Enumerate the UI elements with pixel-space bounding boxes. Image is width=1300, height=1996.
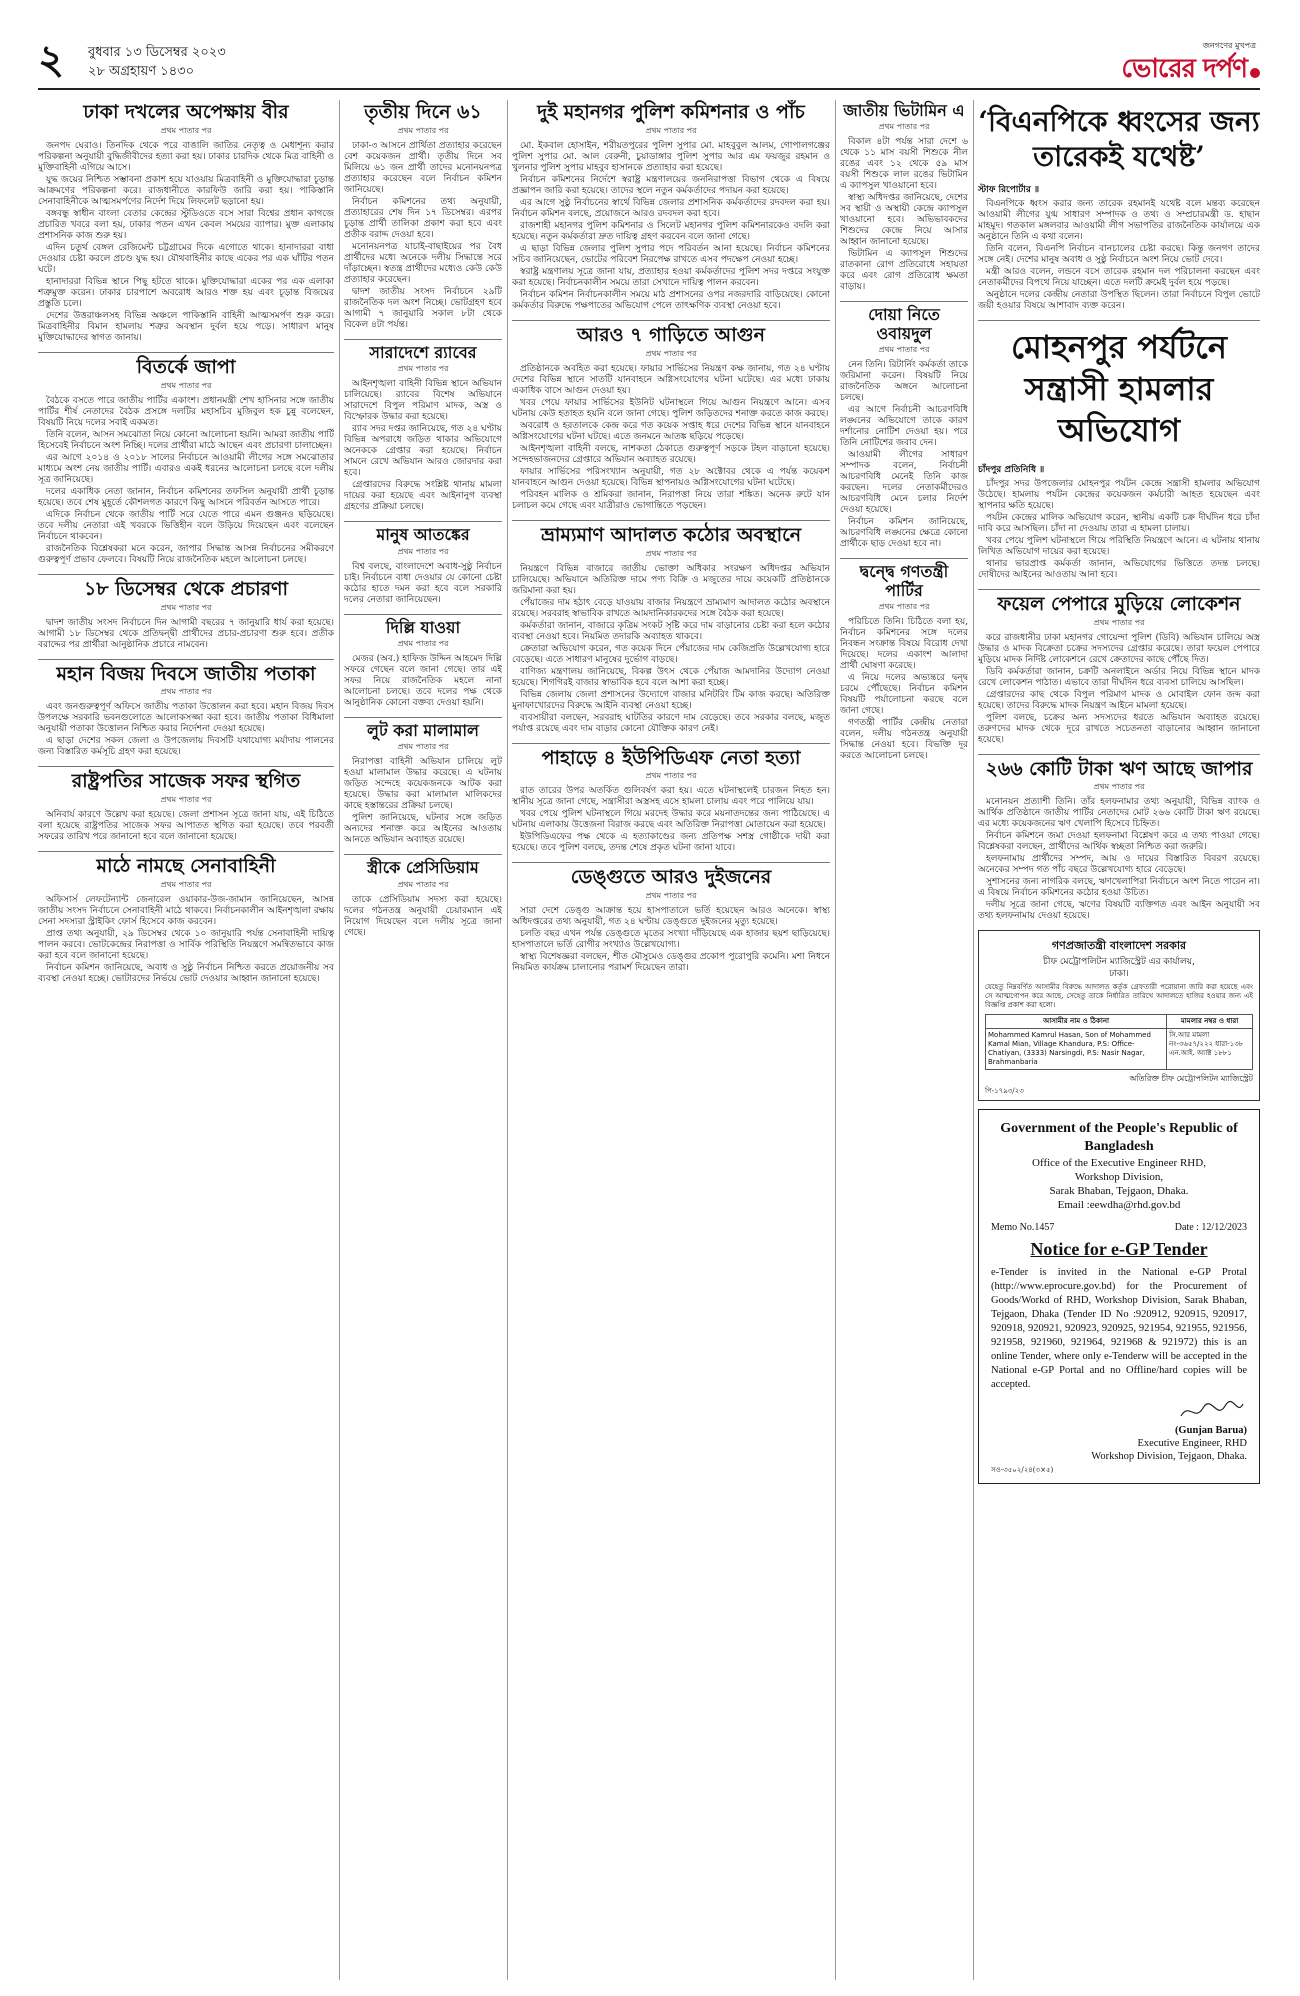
continuation-label: প্রথম পাতার পর	[397, 546, 449, 556]
article-body	[978, 797, 1260, 922]
article-headline: ডেঙ্গুতে আরও দুইজনের	[570, 866, 772, 889]
continuation-label: প্রথম পাতার পর	[645, 548, 697, 558]
divider	[38, 766, 334, 767]
divider	[978, 754, 1260, 755]
paragraph: জনপদ ঘেরাও। তিনদিক থেকে পরে বাঙালি জাতির নেতৃত্ব ও মেধাশূন্য করার পরিকল্পনা অনুযায়ী বুদ্ধিজীবীদের হত্যা করা হয়। ঢাকার চারদিক থেকে মিত্র বাহিনী ও মুক্তিবাহিনী এগিয়ে আসে।	[38, 140, 334, 173]
table-cell: সি.আর মামলা নং-৩৬৫৭/২২২ ধারা-১৩৮ এন.আই. অ্যাক্ট ১৮৮১	[1167, 1029, 1253, 1070]
paragraph: এ ছাড়া দেশের সকল জেলা ও উপজেলায় দিবসটি যথাযোগ্য মর্যাদায় পালনের জন্য বিস্তারিত কর্মসূচি গ্রহণ করা হয়েছে।	[38, 736, 334, 758]
paragraph: বৈঠকে বসতে পারে জাতীয় পার্টির একাংশ। প্রধানমন্ত্রী শেখ হাসিনার সঙ্গে জাতীয় পার্টির শীর্ষ নেতাদের বৈঠক প্রসঙ্গে দলটির মহাসচিব মুজিবুল হক চুন্নু বলেছেন, বিষয়টি নিয়ে দলের সবাই একমত।	[38, 395, 334, 428]
article-bnp-tarique	[978, 104, 1260, 312]
paragraph: নিরাপত্তা বাহিনী অভিযান চালিয়ে লুট হওয়া মালামাল উদ্ধার করেছে। এ ঘটনায় জড়িত সন্দেহে কয়েকজনকে আটক করা হয়েছে। উদ্ধার করা মালামাল মালিকদের কাছে হস্তান্তরের প্রক্রিয়া চলছে।	[344, 757, 502, 812]
paragraph: খবর পেয়ে পুলিশ ঘটনাস্থলে গিয়ে পরিস্থিতি নিয়ন্ত্রণে আনে। এ ঘটনায় থানায় লিখিত অভিযোগ দায়ের করা হয়েছে।	[978, 535, 1260, 557]
article-byline: চাঁদপুর প্রতিনিধি ॥	[978, 464, 1045, 475]
tender-body: e-Tender is invited in the National e-GP Protal (http://www.eprocure.gov.bd) for the Procurement of Goods/Workd of RHD, Workshop Division, Sarak Bhaban, Tejgaon, Dhaka (Tender ID No :920912, 920915, 920917, 920918, 920921, 920923, 920925, 921954, 921955, 921956, 921958, 921960, 921964, 921968 & 921972) this is an online Tender, where only e-Tenderw will be accepted in the National e-GP Portal and no Offline/hard copies will be accepted.	[991, 1267, 1247, 1391]
continuation-label: প্রথম পাতার পর	[645, 771, 697, 781]
table-cell: Mohammed Kamrul Hasan, Son of Mohammed Kamal Mian, Village Khandura, P.S: Office-Chatiyan, (3333) Narsingdi, P.S: Nasir Nagar, Brahmanbaria	[986, 1029, 1167, 1070]
article-headline: বিতর্কে জাপা	[136, 355, 236, 378]
continuation-label: প্রথম পাতার পর	[645, 891, 697, 901]
paragraph: বিভিন্ন জেলায় জেলা প্রশাসনের উদ্যোগে বাজার মনিটরিং টিম কাজ করছে। অতিরিক্ত মুনাফাখোরদের বিরুদ্ধে আইনি ব্যবস্থা নেওয়া হচ্ছে।	[512, 689, 830, 711]
article-third-day-61	[344, 102, 502, 331]
paragraph: তিনি বলেন, বিএনপি নির্বাচন বানচালের চেষ্টা করছে। কিন্তু জনগণ তাদের সঙ্গে নেই। দেশের মানুষ অবাধ ও সুষ্ঠু নির্বাচনে অংশ নিয়ে ভোট দেবে।	[978, 244, 1260, 265]
paragraph: র‍্যাব সদর দপ্তর জানিয়েছে, গত ২৪ ঘণ্টায় বিভিন্ন অপরাধে জড়িত থাকার অভিযোগে অনেককে গ্রেপ্তার করা হয়েছে। নির্বাচন সামনে রেখে অভিযান আরও জোরদার করা হবে।	[344, 424, 502, 479]
tender-date: Date : 12/12/2023	[1174, 1222, 1247, 1234]
article-headline: মাঠে নামছে সেনাবাহিনী	[96, 855, 276, 878]
notice-table	[985, 1014, 1253, 1070]
article-president-sajek	[38, 771, 334, 843]
notice-title: গণপ্রজাতন্ত্রী বাংলাদেশ সরকার	[1051, 939, 1187, 953]
paragraph: ফায়ার সার্ভিসের পরিসংখ্যান অনুযায়ী, গত ২৮ অক্টোবর থেকে এ পর্যন্ত কয়েকশ যানবাহনে আগুন দেওয়া হয়েছে। বিভিন্ন স্থাপনায়ও অগ্নিসংযোগের ঘটনা ঘটেছে।	[512, 466, 830, 488]
table-header: আসামীর নাম ও ঠিকানা	[986, 1015, 1167, 1029]
paragraph: ক্রেতারা অভিযোগ করেন, গত কয়েক দিনে পেঁয়াজের দাম কেজিপ্রতি উল্লেখযোগ্য হারে বেড়েছে। এতে সাধারণ মানুষের দুর্ভোগ বাড়ছে।	[512, 643, 830, 665]
column-divider	[835, 100, 836, 1980]
divider	[344, 521, 502, 522]
article-headline: স্ত্রীকে প্রেসিডিয়াম	[367, 858, 479, 878]
column-4	[840, 100, 968, 1980]
article-body	[344, 562, 502, 606]
article-dengue	[512, 867, 830, 974]
paragraph: পরিচিতে তিনি। চিঠিতে বলা হয়, নির্বাচন কমিশনের সঙ্গে দলের নিবন্ধন সংক্রান্ত বিষয়ে বিরোধ দেখা দিয়েছে। দলের একাংশ আলাদা প্রার্থী ঘোষণা করেছে।	[840, 616, 968, 671]
article-body	[38, 396, 334, 566]
signatory-name: (Gunjan Barua)	[1174, 1425, 1247, 1437]
issue-date	[88, 43, 226, 81]
continuation-label: প্রথম পাতার পর	[397, 125, 449, 135]
paragraph: বঙ্গবন্ধু স্বাধীন বাংলা বেতার কেন্দ্রের স্টুডিওতে বসে সারা বিশ্বের প্রধান কাগজে প্রচারিত খবরে বলা হয়, ঢাকার পতন এখন কেবল সময়ের ব্যাপার। মুক্ত এলাকায় প্রশাসনিক কাজ শুরু হয়।	[38, 208, 334, 241]
paragraph: করে রাজধানীর ঢাকা মহানগর গোয়েন্দা পুলিশ (ডিবি) অভিযান চালিয়ে অস্ত্র উদ্ধার ও মাদক বিক্রেতা চক্রের সদস্যদের গ্রেপ্তার করেছে। তারা ফয়েল পেপারে মুড়িয়ে মাদক নির্দিষ্ট লোকেশনে রেখে ক্রেতাদের কাছে পৌঁছে দিত।	[978, 632, 1260, 665]
divider	[344, 854, 502, 855]
article-body	[840, 360, 968, 550]
continuation-label: প্রথম পাতার পর	[160, 380, 212, 390]
paragraph: অনুষ্ঠানে দলের কেন্দ্রীয় নেতারা উপস্থিত ছিলেন। তারা নির্বাচনে বিপুল ভোটে জয়ী হওয়ার বিষয়ে আশাবাদ ব্যক্ত করেন।	[978, 290, 1260, 311]
paragraph: এবং জনগুরুত্বপূর্ণ অফিসে জাতীয় পতাকা উত্তোলন করা হবে। মহান বিজয় দিবস উপলক্ষে সরকারি ভবনগুলোতে আলোকসজ্জা করা হবে। জাতীয় পতাকা বিধিমালা অনুযায়ী পতাকা উত্তোলন নিশ্চিত করার নির্দেশনা দেওয়া হয়েছে।	[38, 702, 334, 735]
date-gregorian: বুধবার ১৩ ডিসেম্বর ২০২৩	[88, 45, 226, 60]
paragraph: আওয়ামী লীগের সাধারণ সম্পাদক বলেন, নির্বাচনী আচরণবিধি মেনেই তিনি কাজ করছেন। দলের নেতাকর্মীদেরও আচরণবিধি মেনে চলার নির্দেশ দেওয়া হয়েছে।	[840, 450, 968, 516]
continuation-label: প্রথম পাতার পর	[160, 880, 212, 890]
paragraph: ডিবি কর্মকর্তারা জানান, চক্রটি অনলাইনে অর্ডার নিয়ে বিভিন্ন স্থানে মাদক রেখে লোকেশন পাঠাত। এভাবে তারা দীর্ঘদিন ধরে ব্যবসা চালিয়ে আসছিল।	[978, 666, 1260, 688]
article-headline: লুট করা মালামাল	[367, 721, 479, 741]
article-japa-loan	[978, 759, 1260, 923]
paragraph: বাণিজ্য মন্ত্রণালয় জানিয়েছে, বিকল্প উৎস থেকে পেঁয়াজ আমদানির উদ্যোগ নেওয়া হয়েছে। শিগগিরই বাজার স্বাভাবিক হবে বলে আশা করা হচ্ছে।	[512, 666, 830, 688]
paragraph: এদিকে নির্বাচন থেকে জাতীয় পার্টি সরে যেতে পারে এমন গুঞ্জনও ছড়িয়েছে। তবে দলীয় নেতারা এই খবরকে ভিত্তিহীন বলে উড়িয়ে দিয়েছেন এবং বলেছেন নির্বাচনে থাকবেন।	[38, 509, 334, 542]
column-2	[344, 100, 502, 1980]
signatory-title: Executive Engineer, RHD	[1137, 1438, 1247, 1450]
article-obaidul-prayer	[840, 306, 968, 550]
article-body	[38, 618, 334, 651]
paragraph: বিএনপিকে ধ্বংস করার জন্য তারেক রহমানই যথেষ্ট বলে মন্তব্য করেছেন আওয়ামী লীগের যুগ্ম সাধারণ সম্পাদক ও তথ্য ও সম্প্রচারমন্ত্রী ড. হাছান মাহমুদ। গতকাল মঙ্গলবার আওয়ামী লীগ সভাপতির রাজনৈতিক কার্যালয়ে এক অনুষ্ঠানে তিনি এ কথা বলেন।	[978, 199, 1260, 242]
paragraph: মনোনয়নপত্র যাচাই-বাছাইয়ের পর বৈধ প্রার্থীদের মধ্যে অনেকে দলীয় সিদ্ধান্তে সরে দাঁড়াচ্ছেন। স্বতন্ত্র প্রার্থীদের মধ্যেও কেউ কেউ প্রত্যাহার করেছেন।	[344, 241, 502, 285]
paragraph: পেঁয়াজের দাম হঠাৎ বেড়ে যাওয়ায় বাজার নিয়ন্ত্রণে ভ্রাম্যমাণ আদালত কঠোর অবস্থানে রয়েছে। সরবরাহ স্বাভাবিক রাখতে আমদানিকারকদের সঙ্গে বৈঠক করা হয়েছে।	[512, 597, 830, 619]
continuation-label: প্রথম পাতার পর	[645, 125, 697, 135]
article-campaign-dec18	[38, 579, 334, 651]
paragraph: মেজর (অব.) হাফিজ উদ্দিন আহমেদ দিল্লি সফরে গেছেন বলে জানা গেছে। তার এই সফর নিয়ে রাজনৈতিক মহলে নানা আলোচনা চলছে। তবে দলের পক্ষ থেকে আনুষ্ঠানিক কোনো বক্তব্য দেওয়া হয়নি।	[344, 654, 502, 709]
divider	[512, 320, 830, 321]
notice-text: যেহেতু নিম্নবর্ণিত আসামীর বিরুদ্ধে আদালত কর্তৃক গ্রেফতারী পরোয়ানা জারি করা হয়েছে এবং সে আত্মগোপন করে আছে, সেহেতু তাকে নির্ধারিত তারিখে আদালতে হাজির হওয়ার জন্য এই বিজ্ঞপ্তি প্রকাশ করা হলো।	[985, 983, 1253, 1010]
paragraph: ভিটামিন এ ক্যাপসুল শিশুদের রাতকানা রোগ প্রতিরোধে সহায়তা করে এবং রোগ প্রতিরোধ ক্ষমতা বাড়ায়।	[840, 249, 968, 293]
article-japa-controversy	[38, 357, 334, 566]
continuation-label: প্রথম পাতার পর	[397, 364, 449, 374]
paragraph: দ্বাদশ জাতীয় সংসদ নির্বাচনে ২৯টি রাজনৈতিক দল অংশ নিচ্ছে। ভোটগ্রহণ হবে আগামী ৭ জানুয়ারি সকাল ৮টা থেকে বিকেল ৪টা পর্যন্ত।	[344, 286, 502, 330]
paragraph: প্রতিষ্ঠানকে অবহিত করা হয়েছে। ফায়ার সার্ভিসের নিয়ন্ত্রণ কক্ষ জানায়, গত ২৪ ঘণ্টায় দেশের বিভিন্ন স্থানে সাতটি যানবাহনে অগ্নিসংযোগের ঘটনা ঘটেছে। এর মধ্যে ঢাকায় একাধিক বাসে আগুন দেওয়া হয়।	[512, 363, 830, 396]
article-mohanpur-attack	[978, 327, 1260, 581]
article-headline: মানুষ আতঙ্কের	[376, 525, 470, 545]
article-updf-killing	[512, 748, 830, 855]
continuation-label: প্রথম পাতার পর	[160, 602, 212, 612]
article-wife-presidium	[344, 859, 502, 938]
divider	[344, 339, 502, 340]
paragraph: স্বাস্থ্য বিশেষজ্ঞরা বলছেন, শীত মৌসুমেও ডেঙ্গুর প্রকোপ পুরোপুরি কমেনি। মশা নিধনে নিয়মিত কার্যক্রম চালানোর পরামর্শ দিয়েছেন তারা।	[512, 952, 830, 974]
paragraph: রাজশাহী মহানগর পুলিশ কমিশনার ও সিলেট মহানগর পুলিশ কমিশনারকেও বদলি করা হয়েছে। নতুন কর্মকর্তারা দ্রুত দায়িত্ব গ্রহণ করবেন বলে জানা গেছে।	[512, 220, 830, 242]
divider	[512, 743, 830, 744]
column-divider	[507, 100, 508, 1980]
paragraph: স্বরাষ্ট্র মন্ত্রণালয় সূত্রে জানা যায়, প্রত্যাহার হওয়া কর্মকর্তাদের পুলিশ সদর দপ্তরে সংযুক্ত করা হয়েছে। নির্বাচনকালীন সময়ে তারা সেখানে দায়িত্ব পালন করবেন।	[512, 266, 830, 288]
paragraph: এ ছাড়া বিভিন্ন জেলার পুলিশ সুপার পদে পরিবর্তন আনা হয়েছে। নির্বাচন কমিশনের সচিব জানিয়েছেন, ভোটের পরিবেশ নিরপেক্ষ রাখতে এসব পদক্ষেপ নেওয়া হচ্ছে।	[512, 243, 830, 265]
article-headline: দ্বন্দ্বে গণতন্ত্রী পার্টির	[859, 562, 949, 600]
article-headline: ‘বিএনপিকে ধ্বংসের জন্য তারেকই যথেষ্ট’	[978, 105, 1260, 173]
paragraph: নির্বাচন কমিশনের নির্দেশে স্বরাষ্ট্র মন্ত্রণালয়ের জননিরাপত্তা বিভাগ থেকে এ বিষয়ে প্রজ্ঞাপন জারি করা হয়েছে। তাদের স্থলে নতুন কর্মকর্তাদের পদায়ন করা হয়েছে।	[512, 174, 830, 196]
article-body	[344, 141, 502, 331]
paragraph: যুদ্ধ জয়ের নিশ্চিত সম্ভাবনা প্রকাশ হয়ে যাওয়ায় মিত্রবাহিনী ও মুক্তিযোদ্ধারা চূড়ান্ত আক্রমণের পরিকল্পনা করে। রাজধানীতে কারফিউ জারি করা হয়। পাকিস্তানি সেনাবাহিনীকে আত্মসমর্পণের নির্দেশ দিয়ে লিফলেট ছড়ানো হয়।	[38, 174, 334, 207]
article-mobile-court	[512, 525, 830, 735]
tender-government: Government of the People's Republic of Bangladesh	[1000, 1121, 1238, 1155]
paragraph: গণতন্ত্রী পার্টির কেন্দ্রীয় নেতারা বলেন, দলীয় গঠনতন্ত্র অনুযায়ী সিদ্ধান্ত নেওয়া হবে। বিভক্তি দূর করতে আলোচনা চলছে।	[840, 717, 968, 761]
article-body	[512, 906, 830, 974]
paragraph: থানার ভারপ্রাপ্ত কর্মকর্তা জানান, অভিযোগের ভিত্তিতে তদন্ত চলছে। দোষীদের আইনের আওতায় আনা হবে।	[978, 558, 1260, 580]
paragraph: নেন তিনি। রিটার্নিং কর্মকর্তা তাকে জরিমানা করেন। বিষয়টি নিয়ে রাজনৈতিক অঙ্গনে আলোচনা চলছে।	[840, 360, 968, 404]
divider	[512, 862, 830, 863]
paragraph: ব্যবসায়ীরা বলছেন, সরবরাহ ঘাটতির কারণে দাম বেড়েছে। তবে সরকার বলছে, মজুত পর্যাপ্ত রয়েছে এবং দাম বাড়ার কোনো যৌক্তিক কারণ নেই।	[512, 712, 830, 734]
divider	[840, 301, 968, 302]
article-body	[840, 137, 968, 293]
paragraph: চলতি বছর এখন পর্যন্ত ডেঙ্গুতে মৃতের সংখ্যা দাঁড়িয়েছে এক হাজার ছয়শ ছাড়িয়েছে। হাসপাতালে ভর্তি রোগীর সংখ্যাও উল্লেখযোগ্য।	[512, 929, 830, 951]
article-body	[38, 810, 334, 843]
page-number: ২	[38, 36, 65, 83]
paragraph: এর আগে সুষ্ঠু নির্বাচনের স্বার্থে বিভিন্ন জেলার প্রশাসনিক কর্মকর্তাদের রদবদল করা হয়। নির্বাচন কমিশন বলছে, প্রয়োজনে আরও রদবদল করা হবে।	[512, 197, 830, 219]
article-headline: আরও ৭ গাড়িতে আগুন	[576, 323, 765, 346]
table-header: মামলার নম্বর ও ধারা	[1167, 1015, 1253, 1029]
tender-memo: Memo No.1457	[991, 1222, 1055, 1234]
article-body	[978, 633, 1260, 746]
paragraph: গ্রেপ্তারদের বিরুদ্ধে সংশ্লিষ্ট থানায় মামলা দায়ের করা হয়েছে এবং আইনানুগ ব্যবস্থা গ্রহণের প্রক্রিয়া চলছে।	[344, 480, 502, 513]
continuation-label: প্রথম পাতার পর	[397, 879, 449, 889]
paragraph: তাকে প্রেসিডিয়াম সদস্য করা হয়েছে। দলের গঠনতন্ত্র অনুযায়ী চেয়ারম্যান এই নিয়োগ দিয়েছেন বলে দলীয় সূত্রে জানা গেছে।	[344, 894, 502, 938]
article-body	[512, 786, 830, 854]
paragraph: গ্রেপ্তারদের কাছ থেকে বিপুল পরিমাণ মাদক ও মোবাইল ফোন জব্দ করা হয়েছে। তাদের বিরুদ্ধে মাদক নিয়ন্ত্রণ আইনে মামলা হয়েছে।	[978, 689, 1260, 711]
paragraph: ঢাকা-৩ আসনে প্রার্থিতা প্রত্যাহার করেছেন বেশ কয়েকজন প্রার্থী। তৃতীয় দিনে সব মিলিয়ে ৬১ জন প্রার্থী তাদের মনোনয়নপত্র প্রত্যাহার করেছেন বলে নির্বাচন কমিশন জানিয়েছে।	[344, 140, 502, 195]
tender-office-line: Office of the Executive Engineer RHD,	[1032, 1157, 1206, 1170]
article-headline: দুই মহানগর পুলিশ কমিশনার ও পাঁচ	[537, 101, 805, 123]
continuation-label: প্রথম পাতার পর	[1093, 782, 1145, 792]
article-police-commissioners	[512, 102, 830, 312]
paragraph: অফিসার্স লেফটেন্যান্ট জেনারেল ওয়াকার-উজ-জামান জানিয়েছেন, আসন্ন জাতীয় সংসদ নির্বাচনে সেনাবাহিনী মাঠে থাকবে। নির্বাচনকালীন আইনশৃঙ্খলা রক্ষায় সেনা সদস্যরা স্ট্রাইকিং ফোর্স হিসেবে কাজ করবেন।	[38, 895, 334, 928]
divider	[978, 320, 1260, 321]
paragraph: চাঁদপুর সদর উপজেলার মোহনপুর পর্যটন কেন্দ্রে সন্ত্রাসী হামলার অভিযোগ উঠেছে। হামলায় পর্যটন কেন্দ্রের কয়েকজন কর্মচারী আহত হয়েছেন এবং স্থাপনার ক্ষতি হয়েছে।	[978, 478, 1260, 511]
article-vitamin-a	[840, 102, 968, 293]
article-headline: ২৬৬ কোটি টাকা ঋণ আছে জাপার	[985, 757, 1253, 780]
logo-tagline: জনগণের মুখপত্র	[1202, 41, 1256, 50]
paragraph: এদিন চতুর্থ বেঙ্গল রেজিমেন্ট চট্টগ্রামের দিকে এগোতে থাকে। হানাদাররা বাধা দেওয়ার চেষ্টা করলে প্রচণ্ড যুদ্ধ হয়। যৌথবাহিনীর কাছে একের পর এক ঘাঁটির পতন ঘটে।	[38, 242, 334, 275]
continuation-label: প্রথম পাতার পর	[160, 687, 212, 697]
paragraph: বিকাল ৪টা পর্যন্ত সারা দেশে ৬ থেকে ১১ মাস বয়সী শিশুকে নীল রঙের এবং ১২ থেকে ৫৯ মাস বয়সী শিশুকে লাল রঙের ভিটামিন এ ক্যাপসুল খাওয়ানো হবে।	[840, 137, 968, 192]
column-5	[978, 100, 1260, 1980]
signature-icon	[1177, 1398, 1247, 1424]
divider	[38, 659, 334, 660]
paragraph: এর আগে নির্বাচনী আচরণবিধি লঙ্ঘনের অভিযোগে তাকে কারণ দর্শানোর নোটিশ দেওয়া হয়। পরে তিনি নোটিশের জবাব দেন।	[840, 405, 968, 449]
paragraph: নির্বাচন কমিশনে জমা দেওয়া হলফনামা বিশ্লেষণ করে এ তথ্য পাওয়া গেছে। বিশ্লেষকরা বলছেন, প্রার্থীদের আর্থিক স্বচ্ছতা নিশ্চিত করা জরুরি।	[978, 831, 1260, 853]
article-byline: স্টাফ রিপোর্টার ॥	[978, 185, 1040, 195]
paragraph: অবরোধ ও হরতালকে কেন্দ্র করে গত কয়েক সপ্তাহ ধরে দেশের বিভিন্ন স্থানে যানবাহনে অগ্নিসংযোগের ঘটনা ঘটছে। এতে জনমনে আতঙ্ক ছড়িয়ে পড়েছে।	[512, 420, 830, 442]
continuation-label: প্রথম পাতার পর	[645, 348, 697, 358]
paragraph: মনোনয়ন প্রত্যাশী তিনি। তাঁর হলফনামার তথ্য অনুযায়ী, বিভিন্ন ব্যাংক ও আর্থিক প্রতিষ্ঠানে জাতীয় পার্টির নেতাদের মোট ২৬৬ কোটি টাকা ঋণ রয়েছে। এর মধ্যে কয়েকজনের ঋণ খেলাপি হিসেবে চিহ্নিত।	[978, 797, 1260, 830]
divider	[978, 589, 1260, 590]
article-body	[344, 654, 502, 709]
article-body	[344, 757, 502, 846]
logo-text: ভোরের দর্পণ	[1121, 54, 1247, 84]
article-body	[512, 141, 830, 312]
article-foil-paper	[978, 594, 1260, 746]
paragraph: পুলিশ জানিয়েছে, ঘটনার সঙ্গে জড়িত অন্যদের শনাক্ত করে আইনের আওতায় আনতে অভিযান অব্যাহত রয়েছে।	[344, 813, 502, 846]
continuation-label: প্রথম পাতার পর	[878, 601, 930, 611]
paragraph: সুশাসনের জন্য নাগরিক বলছে, ঋণখেলাপিরা নির্বাচনে অংশ নিতে পারেন না। এ বিষয়ে নির্বাচন কমিশনের কঠোর হওয়া উচিত।	[978, 877, 1260, 899]
table-header-row	[986, 1015, 1253, 1029]
article-headline: পাহাড়ে ৪ ইউপিডিএফ নেতা হত্যা	[541, 746, 801, 769]
tender-email: Email :eewdha@rhd.gov.bd	[1057, 1199, 1181, 1212]
article-body	[344, 379, 502, 513]
article-looted-goods	[344, 722, 502, 846]
paragraph: কর্মকর্তারা জানান, বাজারে কৃত্রিম সংকট সৃষ্টি করে দাম বাড়ানোর চেষ্টা করা হলে কঠোর ব্যবস্থা নেওয়া হবে। নিয়মিত তদারকি অব্যাহত থাকবে।	[512, 620, 830, 642]
article-army-deploy	[38, 856, 334, 985]
paragraph: রাত তারের উপর অতর্কিত গুলিবর্ষণ করা হয়। এতে ঘটনাস্থলেই চারজন নিহত হন। স্থানীয় সূত্রে জানা গেছে, সন্ত্রাসীরা অস্ত্রসহ এসে হামলা চালায় এবং পরে পালিয়ে যায়।	[512, 786, 830, 808]
page-header	[38, 36, 1260, 90]
tender-office-line: Workshop Division,	[1074, 1171, 1164, 1184]
article-body	[38, 141, 334, 344]
column-1	[38, 100, 334, 1980]
paragraph: দ্বাদশ জাতীয় সংসদ নির্বাচনে দিন আগামী বছরের ৭ জানুয়ারি ধার্য করা হয়েছে। আগামী ১৮ ডিসেম্বর থেকে প্রতিদ্বন্দ্বী প্রার্থীদের প্রচার-প্রচারণা শুরু হবে। প্রতীক বরাদ্দের পর প্রার্থীরা আনুষ্ঠানিক প্রচারে নামবেন।	[38, 617, 334, 650]
paragraph: পরিবহন মালিক ও শ্রমিকরা জানান, নিরাপত্তা নিয়ে তারা শঙ্কিত। অনেক রুটে যান চলাচল কমে গেছে এবং যাত্রীরাও ভোগান্তিতে পড়ছেন।	[512, 489, 830, 511]
article-gonotontri-party	[840, 563, 968, 762]
paragraph: বিশ্ব বলছে, বাংলাদেশে অবাধ-সুষ্ঠু নির্বাচন চাই। নির্বাচনে বাধা দেওয়ার যে কোনো চেষ্টা কঠোর হাতে দমন করা হবে বলে সরকারি দলের নেতারা জানিয়েছেন।	[344, 561, 502, 605]
notice-city: ঢাকা।	[1109, 969, 1129, 980]
article-dhaka-victory	[38, 102, 334, 344]
tender-signature	[991, 1398, 1247, 1463]
continuation-label: প্রথম পাতার পর	[878, 122, 930, 132]
court-notice	[978, 930, 1260, 1101]
paragraph: মো. ইকবাল হোসাইন, শরীয়তপুরের পুলিশ সুপার মো. মাহবুবুল আলম, গোপালগঞ্জের পুলিশ সুপার মো. আল বেরুনী, চুয়াডাঙ্গার পুলিশ সুপার আর এম ফয়জুর রহমান ও খুলনার পুলিশ সুপার মাহবুব হাসানকে প্রত্যাহার করা হয়েছে।	[512, 140, 830, 173]
paragraph: হলফনামায় প্রার্থীদের সম্পদ, আয় ও দায়ের বিস্তারিত বিবরণ রয়েছে। অনেকের সম্পদ গত পাঁচ বছরে উল্লেখযোগ্য হারে বেড়েছে।	[978, 854, 1260, 876]
article-body	[344, 895, 502, 939]
article-delhi-trip	[344, 619, 502, 709]
article-headline: তৃতীয় দিনে ৬১	[364, 101, 482, 123]
paragraph: পর্যটন কেন্দ্রের মালিক অভিযোগ করেন, স্থানীয় একটি চক্র দীর্ঘদিন ধরে চাঁদা দাবি করে আসছিল। চাঁদা না দেওয়ায় তারা এ হামলা চালায়।	[978, 512, 1260, 534]
tender-ref: সও-৩৫০২/২৪(৩×৫)	[991, 1466, 1054, 1475]
divider	[38, 352, 334, 353]
paragraph: দলের একাধিক নেতা জানান, নির্বাচন কমিশনের তফসিল অনুযায়ী প্রার্থী চূড়ান্ত হয়েছে। তবে শেষ মুহূর্তে কৌশলগত কারণে কিছু আসনে পরিবর্তন আসতে পারে।	[38, 486, 334, 508]
divider	[38, 574, 334, 575]
paragraph: প্রাপ্ত তথ্য অনুযায়ী, ২৯ ডিসেম্বর থেকে ১০ জানুয়ারি পর্যন্ত সেনাবাহিনী দায়িত্ব পালন করবে। ভোটকেন্দ্রের নিরাপত্তা ও সার্বিক পরিস্থিতি নিয়ন্ত্রণে সমন্বিতভাবে কাজ করা হবে বলে জানানো হয়েছে।	[38, 929, 334, 962]
date-bengali: ২৮ অগ্রহায়ণ ১৪৩০	[88, 64, 195, 79]
column-divider	[973, 100, 974, 1980]
paragraph: নির্বাচন কমিশন নির্বাচনকালীন সময়ে মাঠ প্রশাসনের ওপর নজরদারি বাড়িয়েছে। কোনো কর্মকর্তার বিরুদ্ধে পক্ষপাতের অভিযোগ পেলে তাৎক্ষণিক ব্যবস্থা নেওয়া হবে।	[512, 289, 830, 311]
newspaper-logo	[1090, 40, 1260, 84]
article-headline: জাতীয় ভিটামিন এ	[843, 101, 965, 120]
tender-notice	[978, 1109, 1260, 1484]
divider	[512, 520, 830, 521]
paragraph: স্বাস্থ্য অধিদপ্তর জানিয়েছে, দেশের সব স্থায়ী ও অস্থায়ী কেন্দ্রে ক্যাপসুল খাওয়ানো হবে। অভিভাবকদের শিশুদের কেন্দ্রে নিয়ে আসার আহ্বান জানানো হয়েছে।	[840, 193, 968, 248]
paragraph: নির্বাচন কমিশনের তথ্য অনুযায়ী, প্রত্যাহারের শেষ দিন ১৭ ডিসেম্বর। এরপর চূড়ান্ত প্রার্থী তালিকা প্রকাশ করা হবে এবং প্রতীক বরাদ্দ দেওয়া হবে।	[344, 196, 502, 240]
article-body	[512, 564, 830, 735]
paragraph: সারা দেশে ডেঙ্গু আক্রান্ত হয়ে হাসপাতালে ভর্তি হয়েছেন আরও অনেকে। স্বাস্থ্য অধিদপ্তরের তথ্য অনুযায়ী, গত ২৪ ঘণ্টায় ডেঙ্গুতে দুইজনের মৃত্যু হয়েছে।	[512, 906, 830, 928]
paragraph: এ নিয়ে দলের অভ্যন্তরে দ্বন্দ্ব চরমে পৌঁছেছে। নির্বাচন কমিশন বিষয়টি পর্যালোচনা করছে বলে জানা গেছে।	[840, 672, 968, 716]
article-body	[978, 199, 1260, 312]
table-row	[986, 1029, 1253, 1070]
article-body	[840, 617, 968, 762]
notice-office: চীফ মেট্রোপলিটন ম্যাজিস্ট্রেট এর কার্যালয়,	[1043, 957, 1195, 968]
article-headline: সারাদেশে র‍্যাবের	[369, 342, 477, 362]
paragraph: নিয়ন্ত্রণে বিভিন্ন বাজারে জাতীয় ভোক্তা অধিকার সংরক্ষণ অধিদপ্তর অভিযান চালিয়েছে। অভিযানে অতিরিক্ত দামে পণ্য বিক্রি ও মজুতের দায়ে কয়েকটি প্রতিষ্ঠানকে জরিমানা করা হয়।	[512, 563, 830, 596]
divider	[38, 851, 334, 852]
logo-mark-icon	[1250, 68, 1260, 78]
continuation-label: প্রথম পাতার পর	[878, 345, 930, 355]
divider	[344, 717, 502, 718]
article-body	[512, 364, 830, 512]
article-body	[978, 479, 1260, 581]
continuation-label: প্রথম পাতার পর	[397, 742, 449, 752]
continuation-label: প্রথম পাতার পর	[397, 639, 449, 649]
article-headline: ১৮ ডিসেম্বর থেকে প্রচারণা	[83, 577, 289, 600]
tender-meta	[991, 1222, 1247, 1233]
paragraph: খবর পেয়ে পুলিশ ঘটনাস্থলে গিয়ে মরদেহ উদ্ধার করে ময়নাতদন্তের জন্য পাঠিয়েছে। এ ঘটনায় এলাকায় উত্তেজনা বিরাজ করছে এবং অতিরিক্ত নিরাপত্তা মোতায়েন করা হয়েছে।	[512, 809, 830, 831]
article-headline: দিল্লি যাওয়া	[385, 617, 461, 637]
signatory-office: Workshop Division, Tejgaon, Dhaka.	[1091, 1451, 1247, 1463]
divider	[840, 558, 968, 559]
paragraph: খবর পেয়ে ফায়ার সার্ভিসের ইউনিট ঘটনাস্থলে গিয়ে আগুন নিয়ন্ত্রণে আনে। এসব ঘটনায় কেউ হতাহত হয়নি বলে জানা গেছে। পুলিশ জড়িতদের শনাক্ত করতে কাজ করছে।	[512, 397, 830, 419]
notice-signature: অতিরিক্ত চীফ মেট্রোপলিটন ম্যাজিস্ট্রেট	[1129, 1074, 1253, 1084]
article-body	[38, 702, 334, 758]
continuation-label: প্রথম পাতার পর	[160, 125, 212, 135]
article-body	[38, 895, 334, 985]
paragraph: ইউপিডিএফের পক্ষ থেকে এ হত্যাকাণ্ডের জন্য প্রতিপক্ষ সশস্ত্র গোষ্ঠীকে দায়ী করা হয়েছে। তবে পুলিশ বলছে, তদন্ত শেষে প্রকৃত ঘটনা জানা যাবে।	[512, 832, 830, 854]
paragraph: অনিবার্য কারণে উল্লেখ করা হয়েছে। জেলা প্রশাসন সূত্রে জানা যায়, এই চিঠিতে বলা হয়েছে রাষ্ট্রপতির সাজেক সফর আপাতত স্থগিত করা হয়েছে। তবে পরবর্তী সফরের তারিখ পরে জানানো হবে বলে জানানো হয়েছে।	[38, 810, 334, 843]
article-headline: রাষ্ট্রপতির সাজেক সফর স্থগিত	[71, 770, 301, 793]
article-headline: মহান বিজয় দিবসে জাতীয় পতাকা	[56, 662, 316, 685]
paragraph: নির্বাচন কমিশন জানিয়েছে, অবাধ ও সুষ্ঠু নির্বাচন নিশ্চিত করতে প্রয়োজনীয় সব ব্যবস্থা নেওয়া হচ্ছে। ভোটারদের নির্ভয়ে ভোট দেওয়ার আহ্বান জানানো হয়েছে।	[38, 963, 334, 985]
paragraph: হানাদাররা বিভিন্ন স্থানে পিছু হটতে থাকে। মুক্তিযোদ্ধারা একের পর এক এলাকা শত্রুমুক্ত করেন। ঢাকার চারপাশে অবরোধ আরও শক্ত হয় এবং চূড়ান্ত বিজয়ের প্রস্তুতি চলে।	[38, 276, 334, 309]
column-divider	[339, 100, 340, 1980]
tender-title: Notice for e-GP Tender	[1030, 1239, 1208, 1260]
article-headline: ফয়েল পেপারে মুড়িয়ে লোকেশন	[997, 592, 1241, 615]
article-people-panic	[344, 526, 502, 605]
article-vehicles-fire	[512, 325, 830, 512]
paragraph: পুলিশ বলছে, চক্রের অন্য সদস্যদের ধরতে অভিযান অব্যাহত রয়েছে। তরুণদের মাদক থেকে দূরে রাখতে সচেতনতা বাড়ানোর আহ্বান জানানো হয়েছে।	[978, 712, 1260, 745]
article-headline: ভ্রাম্যমাণ আদালত কঠোর অবস্থানে	[540, 523, 802, 546]
paragraph: রাজনৈতিক বিশ্লেষকরা মনে করেন, জাপার সিদ্ধান্ত আসন্ন নির্বাচনের সমীকরণে গুরুত্বপূর্ণ প্রভাব ফেলবে। বিষয়টি নিয়ে রাজনৈতিক মহলে আলোচনা চলছে।	[38, 543, 334, 565]
article-victory-day-flag	[38, 664, 334, 759]
article-headline: মোহনপুর পর্যটনে সন্ত্রাসী হামলার অভিযোগ	[1011, 328, 1227, 450]
article-headline: ঢাকা দখলের অপেক্ষায় বীর	[83, 101, 289, 123]
tender-office-line: Sarak Bhaban, Tejgaon, Dhaka.	[1049, 1185, 1189, 1198]
column-3	[512, 100, 830, 1980]
paragraph: এর আগে ২০১৪ ও ২০১৮ সালের নির্বাচনে আওয়ামী লীগের সঙ্গে সমঝোতার মাধ্যমে অংশ নেয় জাতীয় পার্টি। এবারও একই ধরনের আলোচনা চলছে বলে দলীয় সূত্র জানিয়েছে।	[38, 452, 334, 485]
article-headline: দোয়া নিতে ওবায়দুল	[868, 305, 940, 343]
paragraph: নির্বাচন কমিশন জানিয়েছে, আচরণবিধি লঙ্ঘনের ক্ষেত্রে কোনো প্রার্থীকে ছাড় দেওয়া হবে না।	[840, 517, 968, 550]
divider	[344, 614, 502, 615]
paragraph: তিনি বলেন, আসন সমঝোতা নিয়ে কোনো আলোচনা হয়নি। আমরা জাতীয় পার্টি হিসেবেই নির্বাচনে অংশ নিচ্ছি। দলের প্রার্থীরা মাঠে আছেন এবং প্রচারণা চালাচ্ছেন।	[38, 429, 334, 451]
paragraph: আইনশৃঙ্খলা বাহিনী বিভিন্ন স্থানে অভিযান চালিয়েছে। র‍্যাবের বিশেষ অভিযানে সারাদেশে বিপুল পরিমাণ মাদক, অস্ত্র ও বিস্ফোরক উদ্ধার করা হয়েছে।	[344, 379, 502, 423]
paragraph: মন্ত্রী আরও বলেন, লন্ডনে বসে তারেক রহমান দল পরিচালনা করছেন এবং নেতাকর্মীদের বিপথে নিয়ে যাচ্ছেন। এতে দলটি ক্রমেই দুর্বল হয়ে পড়ছে।	[978, 267, 1260, 288]
paragraph: আইনশৃঙ্খলা বাহিনী বলছে, নাশকতা ঠেকাতে গুরুত্বপূর্ণ সড়কে টহল বাড়ানো হয়েছে। সন্দেহভাজনদের গ্রেপ্তারে অভিযান অব্যাহত রয়েছে।	[512, 443, 830, 465]
continuation-label: প্রথম পাতার পর	[1093, 617, 1145, 627]
paragraph: দলীয় সূত্রে জানা গেছে, ঋণের বিষয়টি ব্যক্তিগত এবং আইন অনুযায়ী সব তথ্য হলফনামায় দেওয়া হয়েছে।	[978, 900, 1260, 922]
paragraph: দেশের উত্তরাঞ্চলসহ বিভিন্ন অঞ্চলে পাকিস্তানি বাহিনী আত্মসমর্পণ শুরু করে। মিত্রবাহিনীর বিমান হামলায় শত্রুর অবস্থান দুর্বল হয়ে পড়ে। সাধারণ মানুষ মুক্তিযোদ্ধাদের স্বাগত জানায়।	[38, 310, 334, 343]
continuation-label: প্রথম পাতার পর	[160, 795, 212, 805]
article-rab-nationwide	[344, 344, 502, 513]
notice-ref: পি-১৭৯৩/২৩	[985, 1087, 1024, 1096]
